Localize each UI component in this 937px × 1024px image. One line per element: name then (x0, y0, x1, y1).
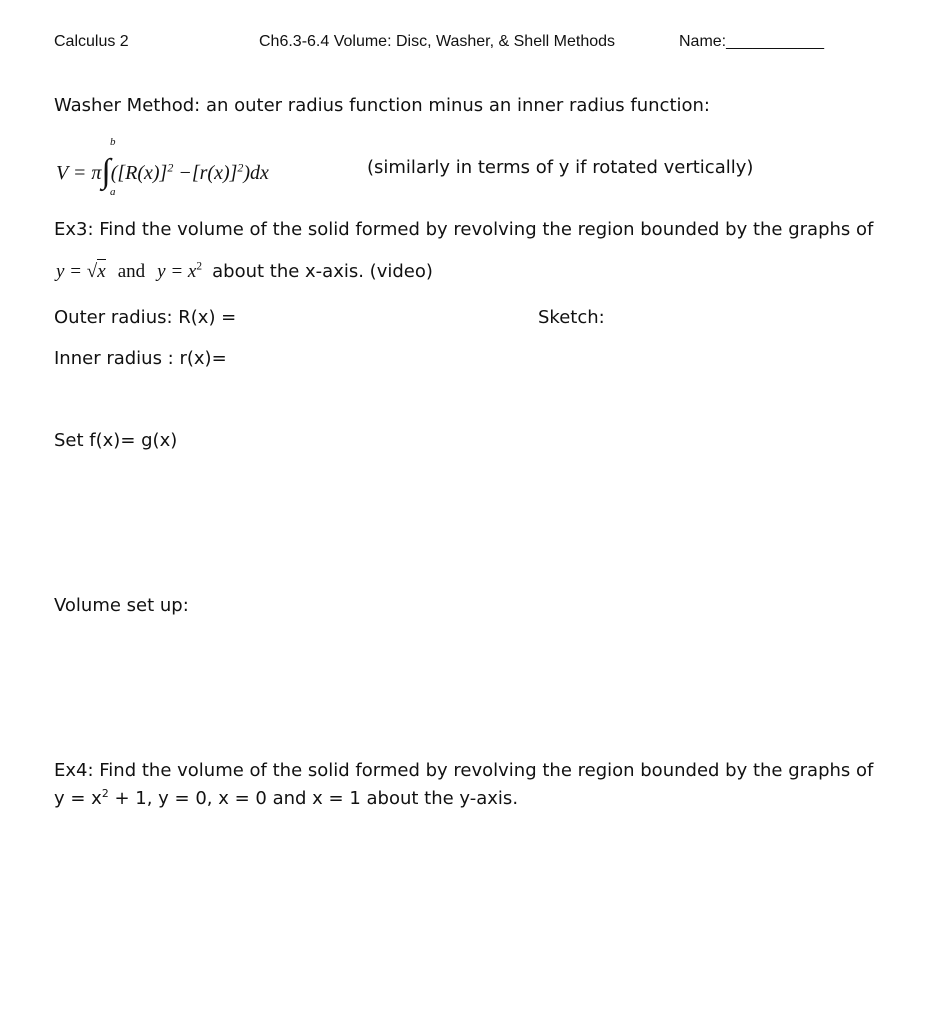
washer-heading: Washer Method: an outer radius function minus an inner radius function: (54, 95, 710, 116)
formula-note: (similarly in terms of y if rotated vertically) (367, 157, 754, 178)
integral-sign: ∫ (101, 153, 111, 190)
formula-exponent-2: 2 (237, 160, 244, 175)
sqrt-radicand: x (97, 261, 106, 282)
inner-radius-label: Inner radius : r(x)= (54, 348, 227, 369)
integral-lower-limit: a (110, 186, 116, 198)
integral-upper-limit: b (110, 136, 116, 148)
set-equal-label: Set f(x)= g(x) (54, 430, 178, 451)
ex3-tail: about the x-axis. (video) (212, 261, 433, 282)
ex4-prompt: Ex4: Find the volume of the solid formed by revolving the region bounded by the graphs of (54, 760, 874, 781)
formula-body-start: ([R(x)] (110, 162, 168, 184)
ex3-prompt: Ex3: Find the volume of the solid formed by revolving the region bounded by the graphs of (54, 219, 874, 240)
ex3-equations (56, 260, 433, 283)
ex4-eq-end: + 1, y = 0, x = 0 and x = 1 about the y-axis. (108, 788, 519, 809)
ex4-equations (54, 788, 518, 809)
eq-conjunction: and (117, 261, 146, 282)
formula-lhs: V = π (56, 162, 102, 184)
name-field[interactable]: Name:___________ (679, 33, 825, 50)
volume-setup-label: Volume set up: (54, 595, 189, 616)
formula-exponent-1: 2 (167, 160, 174, 175)
sketch-label: Sketch: (538, 307, 605, 328)
formula-minus-term: −[r(x)] (173, 162, 238, 184)
ex4-eq-start: y = x (54, 788, 102, 809)
eq2-lhs: y = x (157, 261, 197, 282)
outer-radius-label: Outer radius: R(x) = (54, 307, 237, 328)
eq2-exponent: 2 (196, 260, 203, 273)
course-title: Calculus 2 (54, 33, 129, 50)
eq1-lhs: y = (56, 261, 87, 282)
ex4-exponent: 2 (101, 787, 109, 800)
sqrt-sign: √ (86, 261, 98, 282)
chapter-title: Ch6.3-6.4 Volume: Disc, Washer, & Shell Methods (259, 33, 616, 50)
formula-body-end: )dx (243, 162, 269, 184)
washer-formula (56, 150, 269, 188)
